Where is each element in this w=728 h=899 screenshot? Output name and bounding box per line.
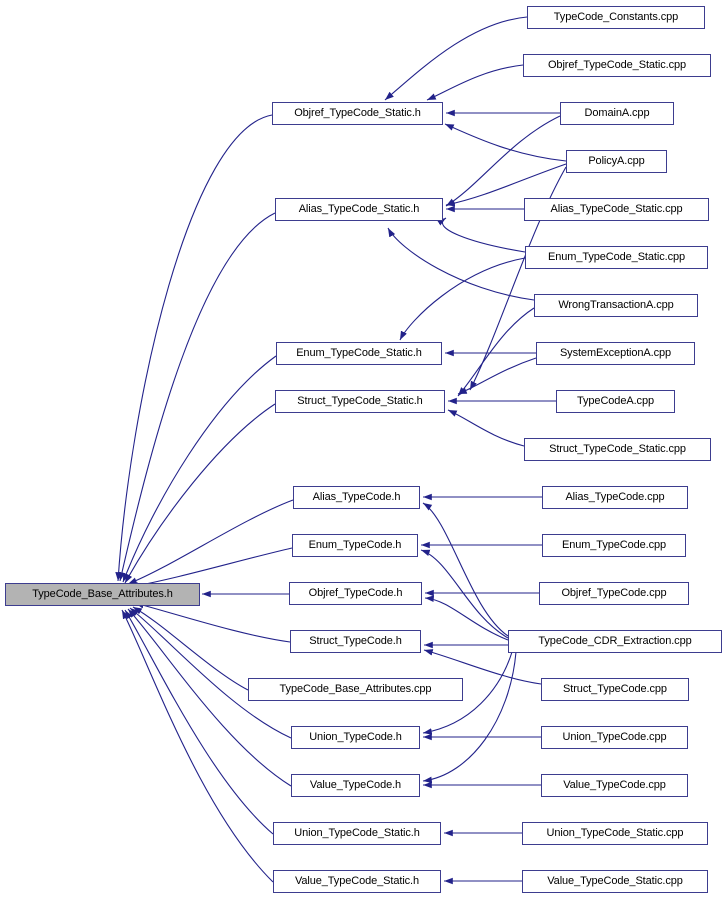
graph-node-union_h[interactable] (291, 726, 420, 749)
graph-node-label: TypeCode_CDR_Extraction.cpp (538, 635, 692, 647)
graph-edge-enum_h-to-root (130, 548, 292, 587)
graph-node-label: Alias_TypeCode.cpp (565, 491, 665, 503)
graph-edge-domaina-to-alias_static_h (446, 116, 560, 206)
graph-node-value_cpp[interactable] (541, 774, 688, 797)
graph-node-objref_cpp[interactable] (539, 582, 689, 605)
graph-node-label: Value_TypeCode.cpp (563, 779, 666, 791)
graph-node-struct_h[interactable] (290, 630, 421, 653)
graph-node-label: Struct_TypeCode_Static.h (297, 395, 423, 407)
graph-node-struct_cpp[interactable] (541, 678, 689, 701)
graph-edge-cdr_extraction-to-value_h (423, 652, 516, 781)
graph-edge-alias_static_h-to-root (120, 213, 275, 581)
graph-edge-systemexception-to-struct_static_h (458, 358, 536, 394)
graph-node-label: Enum_TypeCode.h (308, 539, 402, 551)
graph-node-label: Objref_TypeCode.cpp (561, 587, 667, 599)
graph-node-alias_static_cpp[interactable] (524, 198, 709, 221)
graph-node-union_cpp[interactable] (541, 726, 688, 749)
graph-edge-union_static_h-to-root (125, 610, 273, 834)
graph-node-label: Value_TypeCode_Static.h (294, 875, 420, 887)
graph-edge-typecode_constants-to-objref_static_h (385, 17, 527, 100)
graph-edge-cdr_extraction-to-enum_h (421, 550, 508, 638)
graph-node-label: TypeCode_Base_Attributes.h (32, 588, 173, 600)
graph-node-label: Objref_TypeCode.h (308, 587, 403, 599)
graph-node-objref_static_h[interactable] (272, 102, 443, 125)
graph-node-label: Union_TypeCode.h (309, 731, 402, 743)
graph-node-systemexception[interactable] (536, 342, 695, 365)
graph-node-label: Alias_TypeCode.h (312, 491, 401, 503)
graph-node-objref_h[interactable] (289, 582, 422, 605)
graph-node-objref_static_cpp[interactable] (523, 54, 711, 77)
graph-edge-enum_static_cpp-to-enum_static_h (400, 258, 525, 340)
graph-node-label: TypeCodeA.cpp (577, 395, 654, 407)
graph-node-label: Enum_TypeCode_Static.cpp (547, 251, 686, 263)
graph-edge-struct_static_cpp-to-struct_static_h (448, 410, 524, 446)
graph-node-label: Value_TypeCode.h (309, 779, 402, 791)
graph-node-enum_h[interactable] (292, 534, 418, 557)
graph-node-label: Value_TypeCode_Static.cpp (547, 875, 683, 887)
graph-node-label: Struct_TypeCode.h (309, 635, 402, 647)
graph-edge-value_static_h-to-root (122, 610, 273, 882)
graph-node-struct_static_cpp[interactable] (524, 438, 711, 461)
graph-node-alias_cpp[interactable] (542, 486, 688, 509)
graph-node-typecodea[interactable] (556, 390, 675, 413)
graph-node-label: Alias_TypeCode_Static.cpp (550, 203, 683, 215)
graph-node-label: Struct_TypeCode_Static.cpp (549, 443, 686, 455)
graph-node-label: WrongTransactionA.cpp (558, 299, 674, 311)
graph-node-alias_h[interactable] (293, 486, 420, 509)
graph-edge-objref_static_h-to-root (118, 115, 272, 581)
graph-node-label: Union_TypeCode_Static.cpp (546, 827, 684, 839)
graph-node-enum_static_h[interactable] (276, 342, 442, 365)
graph-node-struct_static_h[interactable] (275, 390, 445, 413)
graph-edge-alias_h-to-root (128, 500, 293, 584)
graph-edge-cdr_extraction-to-objref_h (425, 598, 508, 640)
graph-node-label: Enum_TypeCode_Static.h (296, 347, 422, 359)
graph-node-label: TypeCode_Base_Attributes.cpp (279, 683, 432, 695)
graph-node-value_static_h[interactable] (273, 870, 441, 893)
graph-edge-enum_static_cpp-to-alias_static_h (442, 218, 525, 252)
graph-node-enum_cpp[interactable] (542, 534, 686, 557)
graph-node-domaina[interactable] (560, 102, 674, 125)
graph-node-label: PolicyA.cpp (588, 155, 645, 167)
graph-node-typecode_constants[interactable] (527, 6, 705, 29)
graph-edge-base_attributes_cpp-to-root (133, 607, 248, 690)
graph-node-label: TypeCode_Constants.cpp (553, 11, 679, 23)
graph-node-label: Enum_TypeCode.cpp (561, 539, 667, 551)
graph-node-label: Struct_TypeCode.cpp (563, 683, 667, 695)
graph-node-base_attributes_cpp[interactable] (248, 678, 463, 701)
graph-node-root[interactable] (5, 583, 200, 606)
graph-edge-policya-to-objref_static_h (445, 124, 566, 161)
graph-node-union_static_h[interactable] (273, 822, 441, 845)
graph-node-enum_static_cpp[interactable] (525, 246, 708, 269)
graph-node-union_static_cpp[interactable] (522, 822, 708, 845)
graph-node-cdr_extraction[interactable] (508, 630, 722, 653)
graph-node-label: Union_TypeCode_Static.h (294, 827, 420, 839)
graph-edge-wrongtransaction-to-struct_static_h (458, 308, 534, 396)
graph-node-value_h[interactable] (291, 774, 420, 797)
graph-node-alias_static_h[interactable] (275, 198, 443, 221)
graph-node-policya[interactable] (566, 150, 667, 173)
graph-edge-union_h-to-root (130, 608, 291, 738)
graph-node-wrongtransaction[interactable] (534, 294, 698, 317)
graph-edge-struct_static_h-to-root (125, 404, 275, 583)
graph-edge-objref_static_cpp-to-objref_static_h (427, 65, 523, 100)
graph-node-label: SystemExceptionA.cpp (559, 347, 672, 359)
graph-node-value_static_cpp[interactable] (522, 870, 708, 893)
graph-node-label: DomainA.cpp (584, 107, 650, 119)
graph-edge-struct_h-to-root (135, 603, 290, 642)
graph-node-label: Objref_TypeCode_Static.h (294, 107, 421, 119)
graph-node-label: Union_TypeCode.cpp (562, 731, 667, 743)
graph-node-label: Alias_TypeCode_Static.h (298, 203, 420, 215)
graph-node-label: Objref_TypeCode_Static.cpp (547, 59, 687, 71)
